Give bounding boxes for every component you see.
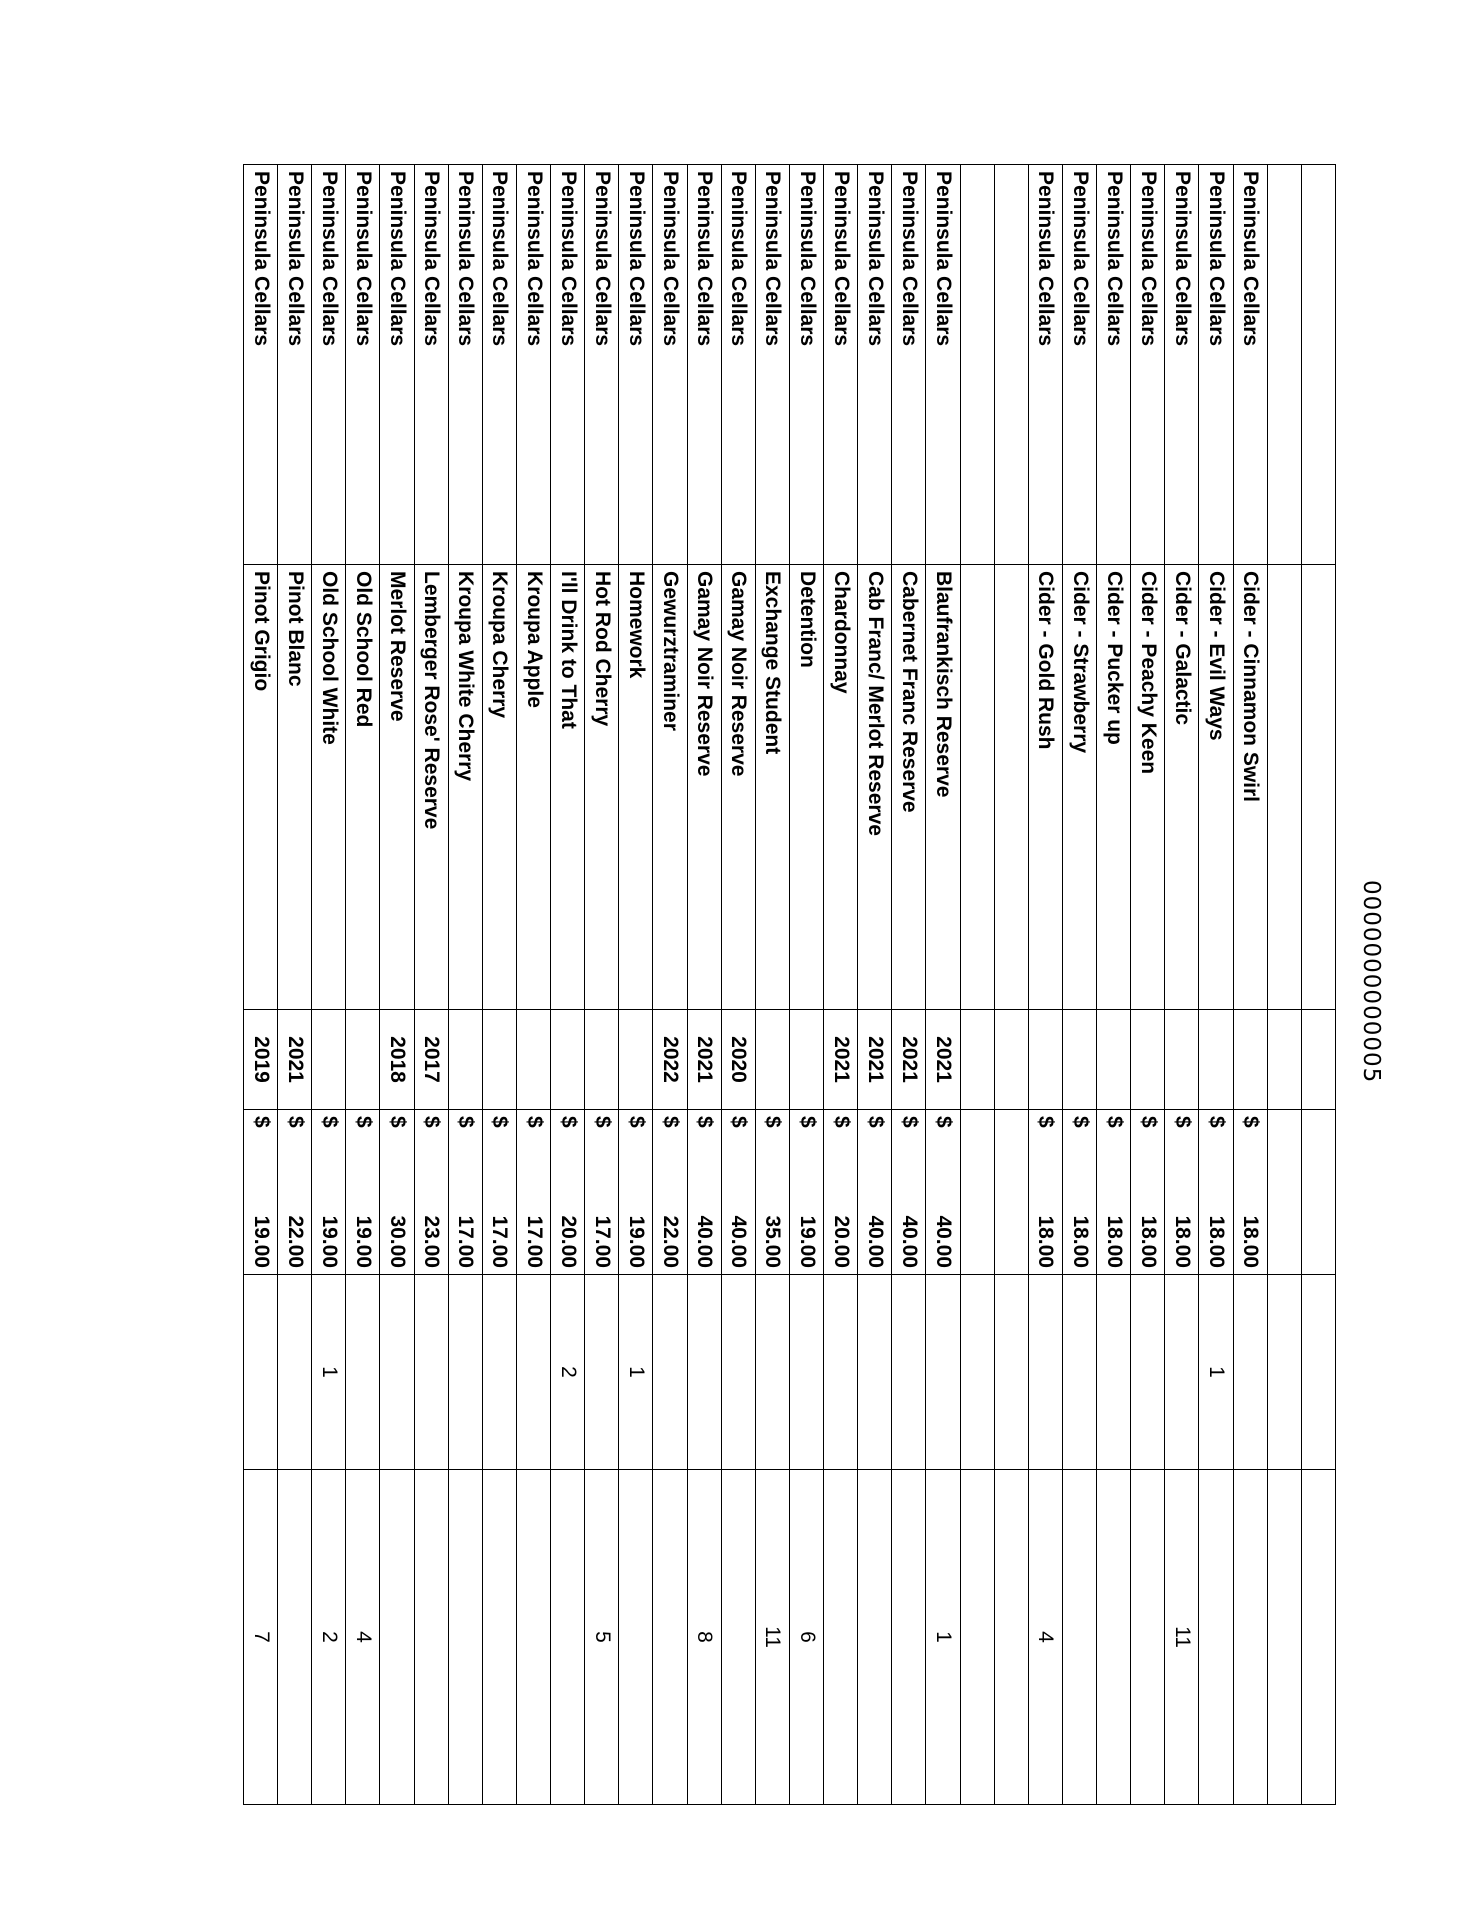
price-cell <box>1301 1155 1335 1275</box>
price-cell: 40.00 <box>858 1155 892 1275</box>
currency-cell: $ <box>244 1110 278 1155</box>
qty-a-cell <box>1301 1275 1335 1470</box>
qty-b-cell <box>380 1470 414 1805</box>
qty-a-cell <box>1063 1275 1097 1470</box>
table-row <box>1199 165 1233 1805</box>
vintage-cell: 2022 <box>653 1010 687 1110</box>
price-cell: 40.00 <box>721 1155 755 1275</box>
price-cell: 35.00 <box>755 1155 789 1275</box>
producer-cell: Peninsula Cellars <box>619 165 653 565</box>
producer-cell: Peninsula Cellars <box>790 165 824 565</box>
rotated-sheet <box>130 164 1336 1804</box>
price-cell: 40.00 <box>926 1155 960 1275</box>
producer-cell: Peninsula Cellars <box>892 165 926 565</box>
qty-b-cell <box>994 1470 1028 1805</box>
wine-name-cell <box>994 565 1028 1010</box>
currency-cell: $ <box>755 1110 789 1155</box>
qty-a-cell <box>790 1275 824 1470</box>
currency-cell: $ <box>926 1110 960 1155</box>
qty-b-cell <box>721 1470 755 1805</box>
table-row <box>1301 165 1335 1805</box>
vintage-cell <box>312 1010 346 1110</box>
currency-cell: $ <box>653 1110 687 1155</box>
vintage-cell <box>1131 1010 1165 1110</box>
wine-name-cell: Old School White <box>312 565 346 1010</box>
qty-a-cell: 1 <box>619 1275 653 1470</box>
wine-name-cell: Chardonnay <box>824 565 858 1010</box>
table-row <box>653 165 687 1805</box>
currency-cell: $ <box>380 1110 414 1155</box>
table-row <box>380 165 414 1805</box>
wine-name-cell: Exchange Student <box>755 565 789 1010</box>
currency-cell <box>1301 1110 1335 1155</box>
table-row <box>721 165 755 1805</box>
wine-name-cell: Gewurztraminer <box>653 565 687 1010</box>
price-cell: 40.00 <box>687 1155 721 1275</box>
currency-cell: $ <box>517 1110 551 1155</box>
table-row <box>1028 165 1062 1805</box>
table-row <box>482 165 516 1805</box>
qty-a-cell <box>244 1275 278 1470</box>
vintage-cell: 2021 <box>278 1010 312 1110</box>
price-cell <box>994 1155 1028 1275</box>
producer-cell: Peninsula Cellars <box>448 165 482 565</box>
table-row <box>926 165 960 1805</box>
table-row <box>585 165 619 1805</box>
price-cell: 23.00 <box>414 1155 448 1275</box>
vintage-cell: 2021 <box>892 1010 926 1110</box>
wine-name-cell: Pinot Blanc <box>278 565 312 1010</box>
price-cell: 18.00 <box>1063 1155 1097 1275</box>
qty-a-cell <box>1028 1275 1062 1470</box>
wine-name-cell <box>1301 565 1335 1010</box>
price-cell: 18.00 <box>1097 1155 1131 1275</box>
table-row <box>414 165 448 1805</box>
currency-cell: $ <box>585 1110 619 1155</box>
producer-cell: Peninsula Cellars <box>1233 165 1267 565</box>
qty-b-cell <box>448 1470 482 1805</box>
price-cell <box>1267 1155 1301 1275</box>
table-row <box>858 165 892 1805</box>
table-row <box>687 165 721 1805</box>
qty-a-cell <box>414 1275 448 1470</box>
table-row <box>278 165 312 1805</box>
table-row <box>994 165 1028 1805</box>
producer-cell <box>1267 165 1301 565</box>
table-row <box>790 165 824 1805</box>
price-cell: 20.00 <box>551 1155 585 1275</box>
currency-cell: $ <box>892 1110 926 1155</box>
currency-cell: $ <box>1097 1110 1131 1155</box>
qty-b-cell: 11 <box>755 1470 789 1805</box>
wine-name-cell: Gamay Noir Reserve <box>721 565 755 1010</box>
wine-name-cell: Lemberger Rose' Reserve <box>414 565 448 1010</box>
price-cell: 19.00 <box>619 1155 653 1275</box>
currency-cell: $ <box>619 1110 653 1155</box>
price-cell: 19.00 <box>312 1155 346 1275</box>
wine-name-cell: Merlot Reserve <box>380 565 414 1010</box>
table-row <box>1165 165 1199 1805</box>
vintage-cell <box>1028 1010 1062 1110</box>
wine-inventory-table <box>243 164 1336 1805</box>
wine-name-cell: Cider - Pucker up <box>1097 565 1131 1010</box>
price-cell: 30.00 <box>380 1155 414 1275</box>
producer-cell: Peninsula Cellars <box>824 165 858 565</box>
qty-b-cell <box>551 1470 585 1805</box>
table-row <box>346 165 380 1805</box>
wine-name-cell: I'll Drink to That <box>551 565 585 1010</box>
price-cell: 17.00 <box>482 1155 516 1275</box>
qty-a-cell <box>687 1275 721 1470</box>
producer-cell: Peninsula Cellars <box>482 165 516 565</box>
wine-name-cell: Blaufrankisch Reserve <box>926 565 960 1010</box>
vintage-cell: 2019 <box>244 1010 278 1110</box>
price-cell: 22.00 <box>278 1155 312 1275</box>
qty-a-cell: 1 <box>1199 1275 1233 1470</box>
vintage-cell <box>1165 1010 1199 1110</box>
qty-a-cell <box>517 1275 551 1470</box>
wine-name-cell: Old School Red <box>346 565 380 1010</box>
producer-cell: Peninsula Cellars <box>414 165 448 565</box>
qty-b-cell <box>824 1470 858 1805</box>
producer-cell: Peninsula Cellars <box>926 165 960 565</box>
qty-b-cell <box>1063 1470 1097 1805</box>
wine-name-cell: Cider - Strawberry <box>1063 565 1097 1010</box>
vintage-cell: 2020 <box>721 1010 755 1110</box>
qty-b-cell: 4 <box>346 1470 380 1805</box>
price-cell: 17.00 <box>585 1155 619 1275</box>
producer-cell: Peninsula Cellars <box>1028 165 1062 565</box>
wine-name-cell: Kroupa Cherry <box>482 565 516 1010</box>
currency-cell: $ <box>414 1110 448 1155</box>
producer-cell <box>1301 165 1335 565</box>
vintage-cell <box>517 1010 551 1110</box>
vintage-cell: 2021 <box>824 1010 858 1110</box>
qty-b-cell <box>1097 1470 1131 1805</box>
qty-a-cell: 2 <box>551 1275 585 1470</box>
table-row <box>312 165 346 1805</box>
vintage-cell <box>448 1010 482 1110</box>
table-row <box>448 165 482 1805</box>
wine-name-cell: Cider - Cinnamon Swirl <box>1233 565 1267 1010</box>
vintage-cell: 2018 <box>380 1010 414 1110</box>
price-cell: 18.00 <box>1131 1155 1165 1275</box>
producer-cell: Peninsula Cellars <box>244 165 278 565</box>
wine-name-cell: Cabernet Franc Reserve <box>892 565 926 1010</box>
table-row <box>755 165 789 1805</box>
producer-cell: Peninsula Cellars <box>1199 165 1233 565</box>
wine-name-cell: Kroupa White Cherry <box>448 565 482 1010</box>
price-cell <box>960 1155 994 1275</box>
currency-cell: $ <box>346 1110 380 1155</box>
producer-cell: Peninsula Cellars <box>653 165 687 565</box>
qty-b-cell: 11 <box>1165 1470 1199 1805</box>
qty-b-cell: 4 <box>1028 1470 1062 1805</box>
producer-cell: Peninsula Cellars <box>1097 165 1131 565</box>
qty-a-cell <box>278 1275 312 1470</box>
qty-b-cell <box>1267 1470 1301 1805</box>
wine-name-cell: Cider - Galactic <box>1165 565 1199 1010</box>
price-cell: 20.00 <box>824 1155 858 1275</box>
currency-cell: $ <box>1063 1110 1097 1155</box>
currency-cell: $ <box>551 1110 585 1155</box>
wine-name-cell: Hot Rod Cherry <box>585 565 619 1010</box>
price-cell: 18.00 <box>1028 1155 1062 1275</box>
vintage-cell <box>1097 1010 1131 1110</box>
qty-a-cell <box>346 1275 380 1470</box>
vintage-cell: 2021 <box>858 1010 892 1110</box>
qty-a-cell <box>755 1275 789 1470</box>
producer-cell: Peninsula Cellars <box>687 165 721 565</box>
qty-b-cell: 2 <box>312 1470 346 1805</box>
table-row <box>1131 165 1165 1805</box>
vintage-cell <box>619 1010 653 1110</box>
price-cell: 19.00 <box>790 1155 824 1275</box>
currency-cell: $ <box>790 1110 824 1155</box>
price-cell: 40.00 <box>892 1155 926 1275</box>
price-cell: 19.00 <box>244 1155 278 1275</box>
qty-b-cell <box>517 1470 551 1805</box>
vintage-cell <box>1199 1010 1233 1110</box>
qty-b-cell <box>1199 1470 1233 1805</box>
wine-name-cell: Kroupa Apple <box>517 565 551 1010</box>
qty-a-cell <box>482 1275 516 1470</box>
vintage-cell <box>1267 1010 1301 1110</box>
qty-a-cell <box>585 1275 619 1470</box>
qty-b-cell: 7 <box>244 1470 278 1805</box>
table-row <box>1233 165 1267 1805</box>
qty-a-cell <box>448 1275 482 1470</box>
vintage-cell: 2017 <box>414 1010 448 1110</box>
vintage-cell <box>960 1010 994 1110</box>
table-row <box>1267 165 1301 1805</box>
price-cell: 18.00 <box>1199 1155 1233 1275</box>
vintage-cell <box>1233 1010 1267 1110</box>
vintage-cell <box>1063 1010 1097 1110</box>
producer-cell: Peninsula Cellars <box>312 165 346 565</box>
table-row <box>1097 165 1131 1805</box>
vintage-cell <box>482 1010 516 1110</box>
vintage-cell <box>755 1010 789 1110</box>
price-cell: 18.00 <box>1165 1155 1199 1275</box>
qty-a-cell <box>994 1275 1028 1470</box>
wine-name-cell: Pinot Grigio <box>244 565 278 1010</box>
qty-b-cell <box>1131 1470 1165 1805</box>
qty-b-cell <box>960 1470 994 1805</box>
vintage-cell <box>1301 1010 1335 1110</box>
currency-cell: $ <box>1028 1110 1062 1155</box>
table-body <box>244 165 1336 1805</box>
currency-cell: $ <box>1233 1110 1267 1155</box>
wine-name-cell <box>960 565 994 1010</box>
qty-b-cell <box>619 1470 653 1805</box>
qty-b-cell <box>482 1470 516 1805</box>
qty-a-cell <box>1233 1275 1267 1470</box>
vintage-cell <box>790 1010 824 1110</box>
currency-cell: $ <box>858 1110 892 1155</box>
qty-a-cell <box>1267 1275 1301 1470</box>
table-row <box>960 165 994 1805</box>
price-cell: 17.00 <box>448 1155 482 1275</box>
qty-a-cell <box>926 1275 960 1470</box>
qty-b-cell <box>414 1470 448 1805</box>
price-cell: 17.00 <box>517 1155 551 1275</box>
producer-cell: Peninsula Cellars <box>517 165 551 565</box>
currency-cell: $ <box>687 1110 721 1155</box>
currency-cell: $ <box>1165 1110 1199 1155</box>
currency-cell <box>1267 1110 1301 1155</box>
table-row <box>244 165 278 1805</box>
qty-a-cell <box>653 1275 687 1470</box>
wine-name-cell: Cab Franc/ Merlot Reserve <box>858 565 892 1010</box>
table-row <box>824 165 858 1805</box>
qty-a-cell <box>721 1275 755 1470</box>
wine-name-cell: Homework <box>619 565 653 1010</box>
wine-name-cell: Cider - Peachy Keen <box>1131 565 1165 1010</box>
producer-cell: Peninsula Cellars <box>551 165 585 565</box>
qty-a-cell <box>858 1275 892 1470</box>
wine-name-cell <box>1267 565 1301 1010</box>
vintage-cell: 2021 <box>926 1010 960 1110</box>
currency-cell <box>960 1110 994 1155</box>
page-number: 0000000000005 <box>1358 880 1384 1084</box>
table-row <box>517 165 551 1805</box>
qty-a-cell: 1 <box>312 1275 346 1470</box>
qty-a-cell <box>1131 1275 1165 1470</box>
table-row <box>619 165 653 1805</box>
price-cell: 22.00 <box>653 1155 687 1275</box>
producer-cell <box>960 165 994 565</box>
currency-cell: $ <box>482 1110 516 1155</box>
currency-cell: $ <box>1131 1110 1165 1155</box>
producer-cell: Peninsula Cellars <box>1131 165 1165 565</box>
qty-b-cell <box>1233 1470 1267 1805</box>
table-row <box>551 165 585 1805</box>
wine-name-cell: Gamay Noir Reserve <box>687 565 721 1010</box>
producer-cell: Peninsula Cellars <box>380 165 414 565</box>
qty-b-cell: 5 <box>585 1470 619 1805</box>
qty-b-cell: 8 <box>687 1470 721 1805</box>
currency-cell: $ <box>448 1110 482 1155</box>
producer-cell: Peninsula Cellars <box>755 165 789 565</box>
qty-a-cell <box>824 1275 858 1470</box>
vintage-cell <box>346 1010 380 1110</box>
qty-a-cell <box>892 1275 926 1470</box>
producer-cell: Peninsula Cellars <box>585 165 619 565</box>
currency-cell <box>994 1110 1028 1155</box>
qty-b-cell <box>858 1470 892 1805</box>
price-cell: 19.00 <box>346 1155 380 1275</box>
producer-cell: Peninsula Cellars <box>721 165 755 565</box>
vintage-cell <box>551 1010 585 1110</box>
currency-cell: $ <box>824 1110 858 1155</box>
vintage-cell <box>994 1010 1028 1110</box>
producer-cell: Peninsula Cellars <box>346 165 380 565</box>
producer-cell: Peninsula Cellars <box>858 165 892 565</box>
qty-a-cell <box>1165 1275 1199 1470</box>
producer-cell: Peninsula Cellars <box>278 165 312 565</box>
currency-cell: $ <box>312 1110 346 1155</box>
producer-cell <box>994 165 1028 565</box>
qty-a-cell <box>380 1275 414 1470</box>
wine-name-cell: Cider - Evil Ways <box>1199 565 1233 1010</box>
vintage-cell <box>585 1010 619 1110</box>
qty-b-cell: 6 <box>790 1470 824 1805</box>
qty-b-cell <box>892 1470 926 1805</box>
qty-b-cell <box>1301 1470 1335 1805</box>
qty-a-cell <box>960 1275 994 1470</box>
currency-cell: $ <box>278 1110 312 1155</box>
table-row <box>892 165 926 1805</box>
qty-b-cell <box>653 1470 687 1805</box>
producer-cell: Peninsula Cellars <box>1165 165 1199 565</box>
qty-a-cell <box>1097 1275 1131 1470</box>
wine-name-cell: Cider - Gold Rush <box>1028 565 1062 1010</box>
producer-cell: Peninsula Cellars <box>1063 165 1097 565</box>
price-cell: 18.00 <box>1233 1155 1267 1275</box>
currency-cell: $ <box>721 1110 755 1155</box>
table-row <box>1063 165 1097 1805</box>
qty-b-cell <box>278 1470 312 1805</box>
qty-b-cell: 1 <box>926 1470 960 1805</box>
vintage-cell: 2021 <box>687 1010 721 1110</box>
currency-cell: $ <box>1199 1110 1233 1155</box>
wine-name-cell: Detention <box>790 565 824 1010</box>
